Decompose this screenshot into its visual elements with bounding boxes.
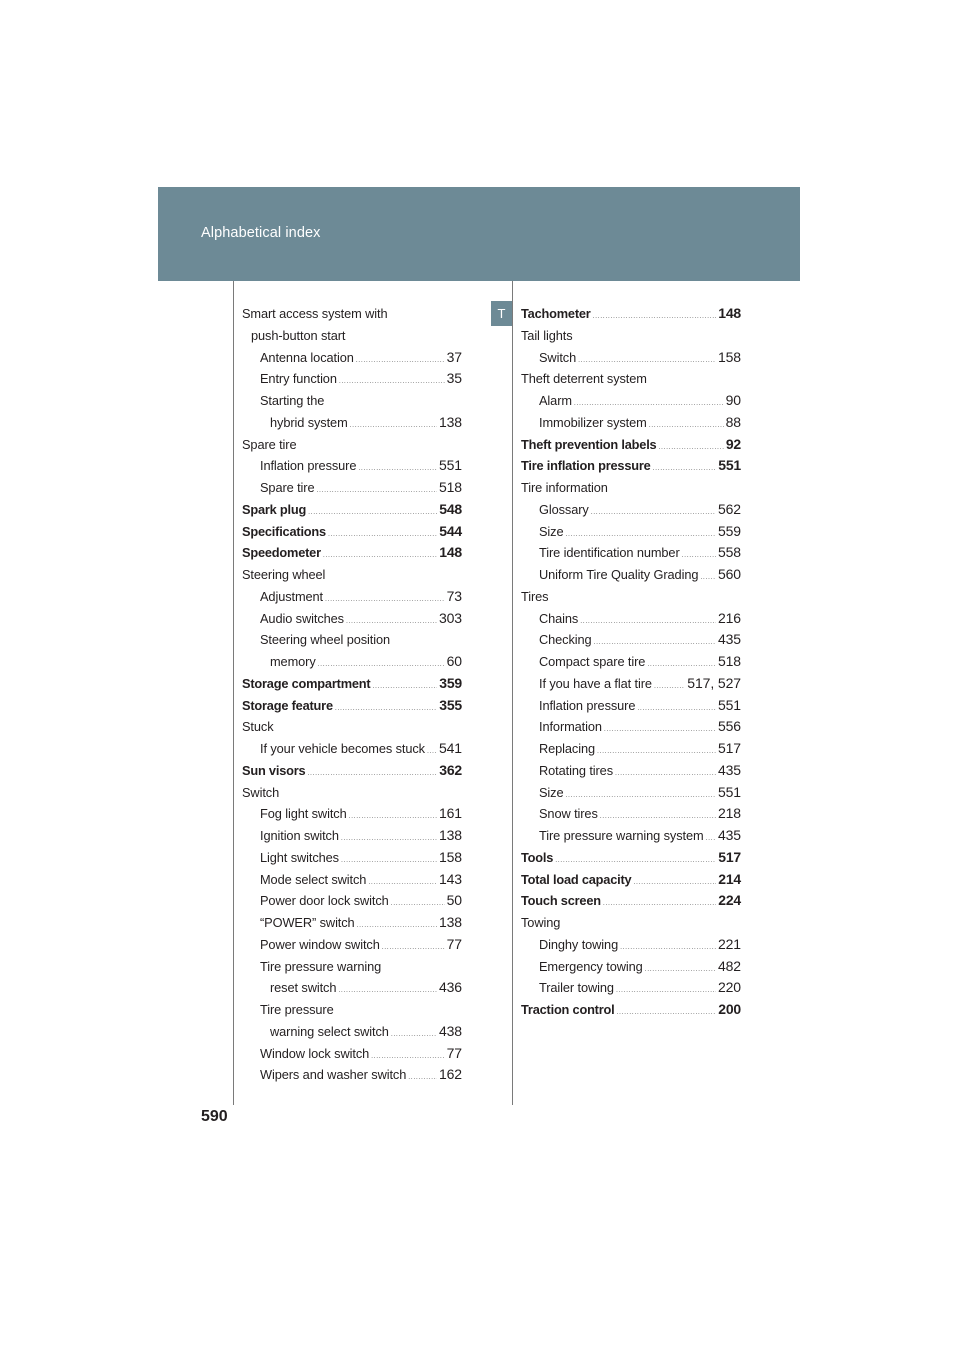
entry-page-ref[interactable]: 143	[438, 870, 462, 887]
entry-page-ref[interactable]: 216	[717, 609, 741, 626]
entry-label: Light switches	[260, 849, 339, 865]
entry-page-ref[interactable]: 37	[446, 348, 462, 365]
entry-label: Stuck	[242, 719, 274, 735]
entry-page-ref[interactable]: 73	[446, 587, 462, 604]
entry-page-ref[interactable]: 148	[439, 544, 462, 561]
entry-label: Size	[539, 784, 564, 800]
entry-label: If your vehicle becomes stuck	[260, 741, 425, 756]
index-entry	[521, 477, 741, 499]
index-entry[interactable]	[242, 869, 462, 891]
dot-leader	[323, 545, 437, 567]
index-entry	[242, 716, 462, 738]
index-entry	[242, 434, 462, 456]
entry-label: Audio switches	[260, 610, 344, 626]
index-entry[interactable]	[242, 738, 462, 760]
dot-leader	[706, 828, 716, 850]
entry-label: Storage feature	[242, 697, 333, 713]
dot-leader	[617, 1002, 717, 1024]
index-entry[interactable]	[242, 803, 462, 825]
entry-page-ref[interactable]: 77	[446, 935, 462, 952]
dot-leader	[372, 676, 437, 698]
dot-leader	[645, 959, 716, 981]
dot-leader	[653, 458, 717, 480]
index-entry[interactable]	[242, 977, 462, 999]
center-divider	[512, 281, 513, 1105]
dot-leader	[616, 980, 716, 1002]
index-entry[interactable]	[521, 803, 741, 825]
index-entry[interactable]	[242, 499, 462, 521]
entry-label: Information	[539, 719, 602, 735]
dot-leader	[339, 371, 445, 393]
entry-label: Theft prevention labels	[521, 436, 657, 452]
index-entry[interactable]	[521, 651, 741, 673]
entry-page-ref[interactable]: 138	[438, 827, 462, 843]
entry-page-ref[interactable]: 482	[717, 957, 741, 974]
entry-label: Snow tires	[539, 806, 598, 822]
entry-label: Tools	[521, 849, 554, 865]
index-entry	[242, 782, 462, 804]
dot-leader	[335, 698, 437, 720]
index-entry[interactable]	[242, 695, 462, 717]
dot-leader	[391, 893, 445, 915]
entry-page-ref[interactable]: 551	[717, 783, 741, 800]
entry-label: Theft deterrent system	[521, 371, 647, 387]
entry-label: Tires	[521, 588, 549, 604]
index-entry[interactable]	[242, 586, 462, 608]
index-entry[interactable]	[242, 542, 462, 564]
entry-label: Inflation pressure	[539, 697, 636, 713]
index-entry[interactable]	[521, 782, 741, 804]
entry-page-ref[interactable]: 88	[725, 413, 741, 430]
entry-page-ref[interactable]: 551	[717, 696, 741, 713]
index-column-right	[521, 303, 741, 1021]
entry-label: Wipers and washer switch	[260, 1067, 407, 1083]
entry-label: Touch screen	[521, 893, 601, 909]
entry-label: Uniform Tire Quality Grading	[539, 567, 699, 582]
entry-label: Total load capacity	[521, 871, 632, 887]
entry-label: Fog light switch	[260, 806, 347, 822]
index-entry	[521, 586, 741, 608]
entry-label: Tire identification number	[539, 545, 680, 561]
entry-label: warning select switch	[270, 1023, 389, 1039]
entry-page-ref[interactable]: 50	[446, 892, 462, 909]
index-entry[interactable]	[242, 1021, 462, 1043]
index-entry[interactable]	[521, 847, 741, 869]
dot-leader	[633, 872, 716, 894]
entry-label: Power door lock switch	[260, 893, 389, 909]
entry-page-ref[interactable]: 90	[725, 392, 741, 408]
index-entry[interactable]	[521, 347, 741, 369]
dot-leader	[316, 480, 436, 502]
index-entry[interactable]	[521, 390, 741, 412]
entry-page-ref[interactable]: 221	[717, 935, 741, 952]
entry-label: Spark plug	[242, 501, 307, 517]
entry-label: Immobilizer system	[539, 414, 647, 430]
entry-label: Antenna location	[260, 349, 354, 365]
entry-label: Traction control	[521, 1002, 615, 1017]
entry-label: Tail lights	[521, 327, 573, 343]
entry-label: Storage compartment	[242, 675, 371, 691]
index-column-left	[242, 303, 462, 1086]
index-entry[interactable]	[242, 1043, 462, 1065]
entry-label: push-button start	[251, 327, 346, 343]
entry-label: Spare tire	[260, 480, 315, 495]
index-entry[interactable]	[242, 521, 462, 543]
entry-page-ref[interactable]: 138	[438, 914, 462, 930]
dot-leader	[597, 741, 716, 763]
dot-leader	[308, 502, 437, 524]
index-entry[interactable]	[242, 368, 462, 390]
entry-label: Sun visors	[242, 762, 306, 778]
index-entry[interactable]	[242, 934, 462, 956]
dot-leader	[358, 458, 437, 480]
entry-label: Towing	[521, 915, 561, 930]
index-entry[interactable]	[521, 455, 741, 477]
entry-label: Replacing	[539, 741, 596, 756]
index-entry[interactable]	[521, 738, 741, 760]
dot-leader	[591, 502, 716, 524]
entry-label: Smart access system with	[242, 306, 388, 321]
dot-leader	[700, 567, 716, 589]
index-entry[interactable]	[521, 934, 741, 956]
entry-label: Size	[539, 523, 564, 539]
index-entry	[242, 956, 462, 978]
index-entry[interactable]	[521, 890, 741, 912]
index-entry[interactable]	[242, 825, 462, 847]
entry-label: Power window switch	[260, 936, 380, 952]
index-entry[interactable]	[521, 499, 741, 521]
entry-label: Tire information	[521, 480, 608, 495]
entry-page-ref[interactable]: 551	[718, 457, 741, 474]
entry-page-ref[interactable]: 436	[438, 979, 462, 996]
entry-page-ref[interactable]: 551	[438, 457, 462, 474]
left-divider	[233, 281, 234, 1105]
entry-page-ref[interactable]: 161	[438, 805, 462, 822]
entry-page-ref[interactable]: 518	[717, 653, 741, 669]
index-entry[interactable]	[242, 412, 462, 434]
entry-label: Switch	[242, 784, 280, 800]
index-entry[interactable]	[521, 564, 741, 586]
entry-page-ref[interactable]: 562	[717, 500, 741, 517]
entry-label: Trailer towing	[539, 980, 614, 996]
index-entry[interactable]	[242, 1064, 462, 1086]
entry-page-ref[interactable]: 558	[717, 544, 741, 561]
dot-leader	[637, 698, 716, 720]
index-entry[interactable]	[521, 977, 741, 999]
index-entry	[521, 325, 741, 347]
index-entry[interactable]	[521, 760, 741, 782]
entry-label: Adjustment	[260, 588, 324, 604]
entry-page-ref[interactable]: 35	[446, 370, 462, 387]
entry-page-ref[interactable]: 548	[439, 500, 462, 517]
dot-leader	[382, 937, 445, 959]
index-entry[interactable]	[521, 956, 741, 978]
entry-page-ref[interactable]: 359	[439, 674, 462, 691]
entry-page-ref[interactable]: 518	[438, 479, 462, 495]
dot-leader	[349, 806, 437, 828]
dot-leader	[603, 893, 716, 915]
index-entry	[521, 368, 741, 390]
dot-leader	[341, 828, 437, 850]
entry-page-ref[interactable]: 148	[718, 305, 741, 321]
dot-leader	[580, 611, 716, 633]
entry-label: memory	[270, 654, 316, 669]
dot-leader	[427, 741, 437, 763]
index-entry	[242, 564, 462, 586]
entry-page-ref[interactable]: 541	[438, 740, 462, 756]
index-entry[interactable]	[242, 651, 462, 673]
index-entry[interactable]	[521, 412, 741, 434]
entry-label: Tachometer	[521, 306, 591, 321]
entry-page-ref[interactable]: 544	[439, 522, 462, 539]
entry-page-ref[interactable]: 60	[446, 653, 462, 669]
entry-label: Emergency towing	[539, 958, 643, 974]
entry-page-ref[interactable]: 438	[438, 1022, 462, 1039]
index-entry	[242, 325, 462, 347]
entry-page-ref[interactable]: 158	[717, 348, 741, 365]
entry-page-ref[interactable]: 214	[718, 870, 741, 887]
dot-leader	[658, 437, 723, 459]
entry-label: Switch	[539, 349, 577, 365]
entry-page-ref[interactable]: 560	[717, 566, 741, 582]
entry-label: Mode select switch	[260, 871, 367, 887]
index-entry	[521, 912, 741, 934]
entry-label: If you have a flat tire	[539, 675, 652, 691]
dot-leader	[328, 524, 437, 546]
entry-label: Tire pressure warning	[260, 958, 382, 974]
entry-page-ref[interactable]: 517, 527	[687, 674, 741, 691]
index-entry[interactable]	[242, 847, 462, 869]
dot-leader	[649, 415, 724, 437]
entry-label: Specifications	[242, 523, 326, 539]
entry-page-ref[interactable]: 556	[717, 718, 741, 735]
index-entry[interactable]	[521, 542, 741, 564]
entry-label: Checking	[539, 632, 592, 648]
entry-page-ref[interactable]: 435	[717, 827, 741, 843]
entry-label: Tire inflation pressure	[521, 458, 651, 474]
entry-label: Glossary	[539, 501, 589, 517]
entry-label: Compact spare tire	[539, 654, 646, 669]
index-entry[interactable]	[521, 695, 741, 717]
entry-label: Tire pressure	[260, 1002, 334, 1017]
page-header	[158, 187, 800, 281]
section-tab-t[interactable]: T	[491, 301, 512, 326]
index-entry[interactable]	[242, 455, 462, 477]
index-entry[interactable]	[521, 434, 741, 456]
dot-leader	[654, 676, 685, 698]
index-entry[interactable]	[242, 608, 462, 630]
entry-page-ref[interactable]: 158	[438, 848, 462, 865]
entry-label: Spare tire	[242, 436, 297, 452]
entry-page-ref[interactable]: 355	[439, 696, 462, 713]
dot-leader	[338, 980, 437, 1002]
entry-label: hybrid system	[270, 414, 348, 430]
entry-label: Steering wheel	[242, 567, 326, 582]
entry-page-ref[interactable]: 77	[446, 1044, 462, 1061]
entry-page-ref[interactable]: 220	[717, 979, 741, 996]
index-entry[interactable]	[242, 673, 462, 695]
index-entry[interactable]	[521, 999, 741, 1021]
index-entry	[242, 999, 462, 1021]
entry-page-ref[interactable]: 218	[717, 805, 741, 822]
entry-page-ref[interactable]: 303	[438, 609, 462, 626]
entry-label: Starting the	[260, 393, 325, 408]
entry-label: Tire pressure warning system	[539, 828, 704, 843]
page-number: 590	[201, 1108, 228, 1125]
index-entry[interactable]	[521, 716, 741, 738]
index-entry[interactable]	[521, 629, 741, 651]
entry-label: Steering wheel position	[260, 632, 391, 648]
entry-page-ref[interactable]: 517	[717, 740, 741, 756]
index-entry	[242, 629, 462, 651]
dot-leader	[408, 1067, 437, 1089]
entry-label: reset switch	[270, 980, 337, 996]
index-entry[interactable]	[521, 303, 741, 325]
index-entry[interactable]	[242, 890, 462, 912]
entry-page-ref[interactable]: 559	[717, 522, 741, 539]
entry-label: “POWER” switch	[260, 915, 355, 930]
index-entry[interactable]	[521, 825, 741, 847]
entry-label: Chains	[539, 610, 579, 626]
entry-page-ref[interactable]: 224	[718, 892, 741, 909]
entry-label: Alarm	[539, 393, 572, 408]
index-entry[interactable]	[521, 869, 741, 891]
dot-leader	[356, 350, 445, 372]
header-title: Alphabetical index	[201, 225, 321, 241]
entry-page-ref[interactable]: 362	[439, 761, 462, 778]
index-entry[interactable]	[521, 673, 741, 695]
index-entry	[242, 390, 462, 412]
index-entry[interactable]	[521, 608, 741, 630]
entry-label: Entry function	[260, 371, 337, 387]
index-entry	[242, 303, 462, 325]
entry-label: Window lock switch	[260, 1045, 370, 1061]
index-entry[interactable]	[521, 521, 741, 543]
index-entry[interactable]	[242, 477, 462, 499]
entry-label: Rotating tires	[539, 762, 613, 778]
entry-page-ref[interactable]: 435	[717, 761, 741, 778]
dot-leader	[593, 306, 717, 328]
index-entry[interactable]	[242, 912, 462, 934]
dot-leader	[391, 1024, 437, 1046]
entry-page-ref[interactable]: 92	[725, 435, 741, 452]
entry-page-ref[interactable]: 200	[718, 1001, 741, 1017]
entry-label: Speedometer	[242, 545, 321, 561]
dot-leader	[307, 763, 437, 785]
entry-page-ref[interactable]: 162	[438, 1066, 462, 1083]
dot-leader	[604, 719, 716, 741]
entry-label: Ignition switch	[260, 828, 339, 843]
dot-leader	[350, 415, 437, 437]
index-entry[interactable]	[242, 347, 462, 369]
entry-label: Dinghy towing	[539, 936, 619, 952]
entry-page-ref[interactable]: 517	[718, 848, 741, 865]
entry-label: Inflation pressure	[260, 458, 357, 474]
index-entry[interactable]	[242, 760, 462, 782]
entry-page-ref[interactable]: 138	[438, 413, 462, 430]
dot-leader	[615, 763, 716, 785]
entry-page-ref[interactable]: 435	[717, 631, 741, 648]
